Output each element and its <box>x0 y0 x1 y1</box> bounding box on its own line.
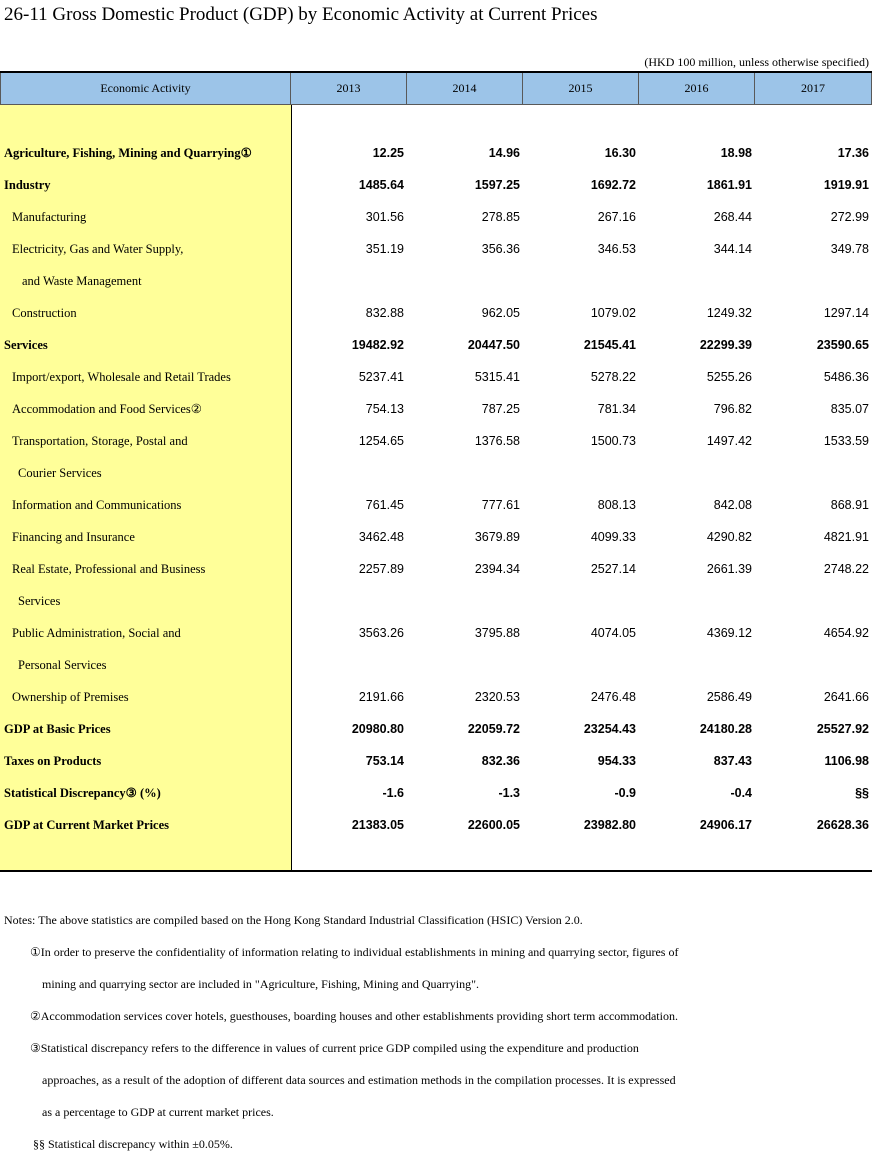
value-cell: 1297.14 <box>823 306 869 320</box>
value-cell: 2641.66 <box>823 690 869 704</box>
value-cell: 962.05 <box>481 306 520 320</box>
value-cell: 837.43 <box>713 754 752 768</box>
value-cell: 23982.80 <box>583 818 636 832</box>
header-year: 2015 <box>523 73 639 105</box>
value-cell: 2476.48 <box>590 690 636 704</box>
table-row <box>0 201 872 233</box>
value-cell: 278.85 <box>481 210 520 224</box>
value-cell: 22600.05 <box>467 818 520 832</box>
row-label: Financing and Insurance <box>12 529 135 544</box>
value-cell: 4821.91 <box>823 530 869 544</box>
value-cell: 18.98 <box>720 146 752 160</box>
note-line: mining and quarrying sector are included in "Agriculture, Fishing, Mining and Quarrying". <box>42 977 480 991</box>
value-cell: 4654.92 <box>823 626 869 640</box>
value-cell: 1500.73 <box>590 434 636 448</box>
table-row <box>0 137 872 169</box>
value-cell: 835.07 <box>830 402 869 416</box>
value-cell: 5255.26 <box>706 370 752 384</box>
row-label: Courier Services <box>18 465 102 480</box>
value-cell: 16.30 <box>604 146 636 160</box>
value-cell: 3795.88 <box>474 626 520 640</box>
value-cell: 4369.12 <box>706 626 752 640</box>
page-title: 26-11 Gross Domestic Product (GDP) by Economic Activity at Current Prices <box>4 4 598 25</box>
value-cell: 2661.39 <box>706 562 752 576</box>
value-cell: 2257.89 <box>358 562 404 576</box>
value-cell: 808.13 <box>597 498 636 512</box>
value-cell: 26628.36 <box>816 818 869 832</box>
table-row <box>0 617 872 649</box>
value-cell: 2527.14 <box>590 562 636 576</box>
value-cell: -1.6 <box>382 786 404 800</box>
row-label: Electricity, Gas and Water Supply, <box>12 241 184 256</box>
value-cell: 4074.05 <box>590 626 636 640</box>
table-row <box>0 233 872 265</box>
value-cell: 22059.72 <box>467 722 520 736</box>
value-cell: 781.34 <box>597 402 636 416</box>
note-line: ③Statistical discrepancy refers to the difference in values of current price GDP compiled using the expenditure and production <box>30 1041 639 1055</box>
row-label: Manufacturing <box>12 209 87 224</box>
row-label: and Waste Management <box>22 273 142 288</box>
table-row <box>0 489 872 521</box>
value-cell: 267.16 <box>597 210 636 224</box>
note-line: ①In order to preserve the confidentiality of information relating to individual establishments in mining and quarrying sector, figures of <box>30 945 679 959</box>
value-cell: §§ <box>855 786 869 800</box>
value-cell: 753.14 <box>365 754 404 768</box>
notes-section <box>0 906 872 1162</box>
value-cell: 5486.36 <box>823 370 869 384</box>
table-row <box>0 585 872 617</box>
unit-note: (HKD 100 million, unless otherwise specified) <box>644 55 869 69</box>
value-cell: 1919.91 <box>823 178 869 192</box>
table-row <box>0 169 872 201</box>
value-cell: 14.96 <box>488 146 520 160</box>
value-cell: 4099.33 <box>590 530 636 544</box>
value-cell: 1485.64 <box>358 178 404 192</box>
row-label: Import/export, Wholesale and Retail Trades <box>12 369 231 384</box>
table-row <box>0 425 872 457</box>
value-cell: 344.14 <box>713 242 752 256</box>
value-cell: 761.45 <box>365 498 404 512</box>
header-year: 2017 <box>755 73 872 105</box>
value-cell: 20980.80 <box>351 722 404 736</box>
table-row <box>0 713 872 745</box>
table-row <box>0 329 872 361</box>
row-label: Transportation, Storage, Postal and <box>12 433 188 448</box>
value-cell: 23254.43 <box>583 722 636 736</box>
value-cell: 832.36 <box>481 754 520 768</box>
value-cell: 2394.34 <box>474 562 520 576</box>
value-cell: 21545.41 <box>583 338 636 352</box>
table-row <box>0 809 872 841</box>
note-line: approaches, as a result of the adoption of different data sources and estimation methods in the compilation processes. It is expressed <box>42 1073 676 1087</box>
table-row <box>0 361 872 393</box>
value-cell: 25527.92 <box>816 722 869 736</box>
row-label: Statistical Discrepancy③ (%) <box>4 786 161 800</box>
value-cell: 2320.53 <box>474 690 520 704</box>
value-cell: 1254.65 <box>358 434 404 448</box>
note-line: as a percentage to GDP at current market prices. <box>42 1105 274 1119</box>
row-label: GDP at Basic Prices <box>4 721 111 736</box>
value-cell: 2748.22 <box>823 562 869 576</box>
note-line: Notes: The above statistics are compiled based on the Hong Kong Standard Industrial Classification (HSIC) Version 2.0. <box>4 913 583 927</box>
value-cell: 12.25 <box>372 146 404 160</box>
value-cell: 356.36 <box>481 242 520 256</box>
gdp-table <box>0 71 872 872</box>
value-cell: 1497.42 <box>706 434 752 448</box>
value-cell: 23590.65 <box>816 338 869 352</box>
value-cell: 268.44 <box>713 210 752 224</box>
value-cell: 24180.28 <box>699 722 752 736</box>
value-cell: 346.53 <box>597 242 636 256</box>
value-cell: 22299.39 <box>699 338 752 352</box>
row-label: GDP at Current Market Prices <box>4 817 169 832</box>
table-row <box>0 265 872 297</box>
table-row <box>0 745 872 777</box>
value-cell: 777.61 <box>481 498 520 512</box>
value-cell: 19482.92 <box>351 338 404 352</box>
row-label: Real Estate, Professional and Business <box>12 561 206 576</box>
value-cell: -1.3 <box>498 786 520 800</box>
value-cell: 2586.49 <box>706 690 752 704</box>
value-cell: 754.13 <box>365 402 404 416</box>
table-row <box>0 553 872 585</box>
value-cell: 21383.05 <box>351 818 404 832</box>
row-label: Industry <box>4 177 51 192</box>
table-row <box>0 649 872 681</box>
row-label: Services <box>18 593 61 608</box>
value-cell: 1106.98 <box>824 754 869 768</box>
row-label: Ownership of Premises <box>12 689 129 704</box>
value-cell: 5315.41 <box>474 370 520 384</box>
value-cell: 1249.32 <box>706 306 752 320</box>
table-row <box>0 297 872 329</box>
row-label: Information and Communications <box>12 497 182 512</box>
value-cell: 796.82 <box>713 402 752 416</box>
value-cell: 1079.02 <box>590 306 636 320</box>
row-label: Public Administration, Social and <box>12 625 181 640</box>
value-cell: 349.78 <box>830 242 869 256</box>
note-line: §§ Statistical discrepancy within ±0.05%. <box>33 1137 233 1151</box>
value-cell: 1597.25 <box>474 178 520 192</box>
table-row <box>0 521 872 553</box>
value-cell: 5237.41 <box>358 370 404 384</box>
value-cell: 1861.91 <box>706 178 752 192</box>
value-cell: -0.4 <box>730 786 752 800</box>
note-line: ②Accommodation services cover hotels, guesthouses, boarding houses and other establishments providing short term accommodation. <box>30 1009 678 1023</box>
value-cell: 4290.82 <box>706 530 752 544</box>
header-economic-activity: Economic Activity <box>0 73 291 105</box>
table-body <box>0 137 872 841</box>
row-label: Accommodation and Food Services② <box>12 402 202 416</box>
value-cell: 868.91 <box>830 498 869 512</box>
header-year: 2016 <box>639 73 755 105</box>
value-cell: 24906.17 <box>699 818 752 832</box>
value-cell: 272.99 <box>830 210 869 224</box>
value-cell: 954.33 <box>597 754 636 768</box>
value-cell: 1533.59 <box>823 434 869 448</box>
value-cell: 3563.26 <box>358 626 404 640</box>
row-label: Services <box>4 337 48 352</box>
value-cell: -0.9 <box>614 786 636 800</box>
table-row <box>0 681 872 713</box>
value-cell: 2191.66 <box>358 690 404 704</box>
row-label: Construction <box>12 305 77 320</box>
value-cell: 1692.72 <box>590 178 636 192</box>
value-cell: 787.25 <box>481 402 520 416</box>
value-cell: 3679.89 <box>474 530 520 544</box>
row-label: Taxes on Products <box>4 753 102 768</box>
row-label: Personal Services <box>18 657 107 672</box>
table-bottom-rule <box>0 870 872 872</box>
value-cell: 3462.48 <box>358 530 404 544</box>
value-cell: 301.56 <box>365 210 404 224</box>
value-cell: 17.36 <box>837 146 869 160</box>
table-row <box>0 393 872 425</box>
table-header <box>0 73 872 105</box>
header-year: 2013 <box>291 73 407 105</box>
table-row <box>0 457 872 489</box>
value-cell: 20447.50 <box>467 338 520 352</box>
value-cell: 832.88 <box>365 306 404 320</box>
value-cell: 5278.22 <box>590 370 636 384</box>
value-cell: 842.08 <box>713 498 752 512</box>
value-cell: 1376.58 <box>474 434 520 448</box>
header-year: 2014 <box>407 73 523 105</box>
table-row <box>0 777 872 809</box>
row-label: Agriculture, Fishing, Mining and Quarrying① <box>4 146 252 160</box>
value-cell: 351.19 <box>365 242 404 256</box>
